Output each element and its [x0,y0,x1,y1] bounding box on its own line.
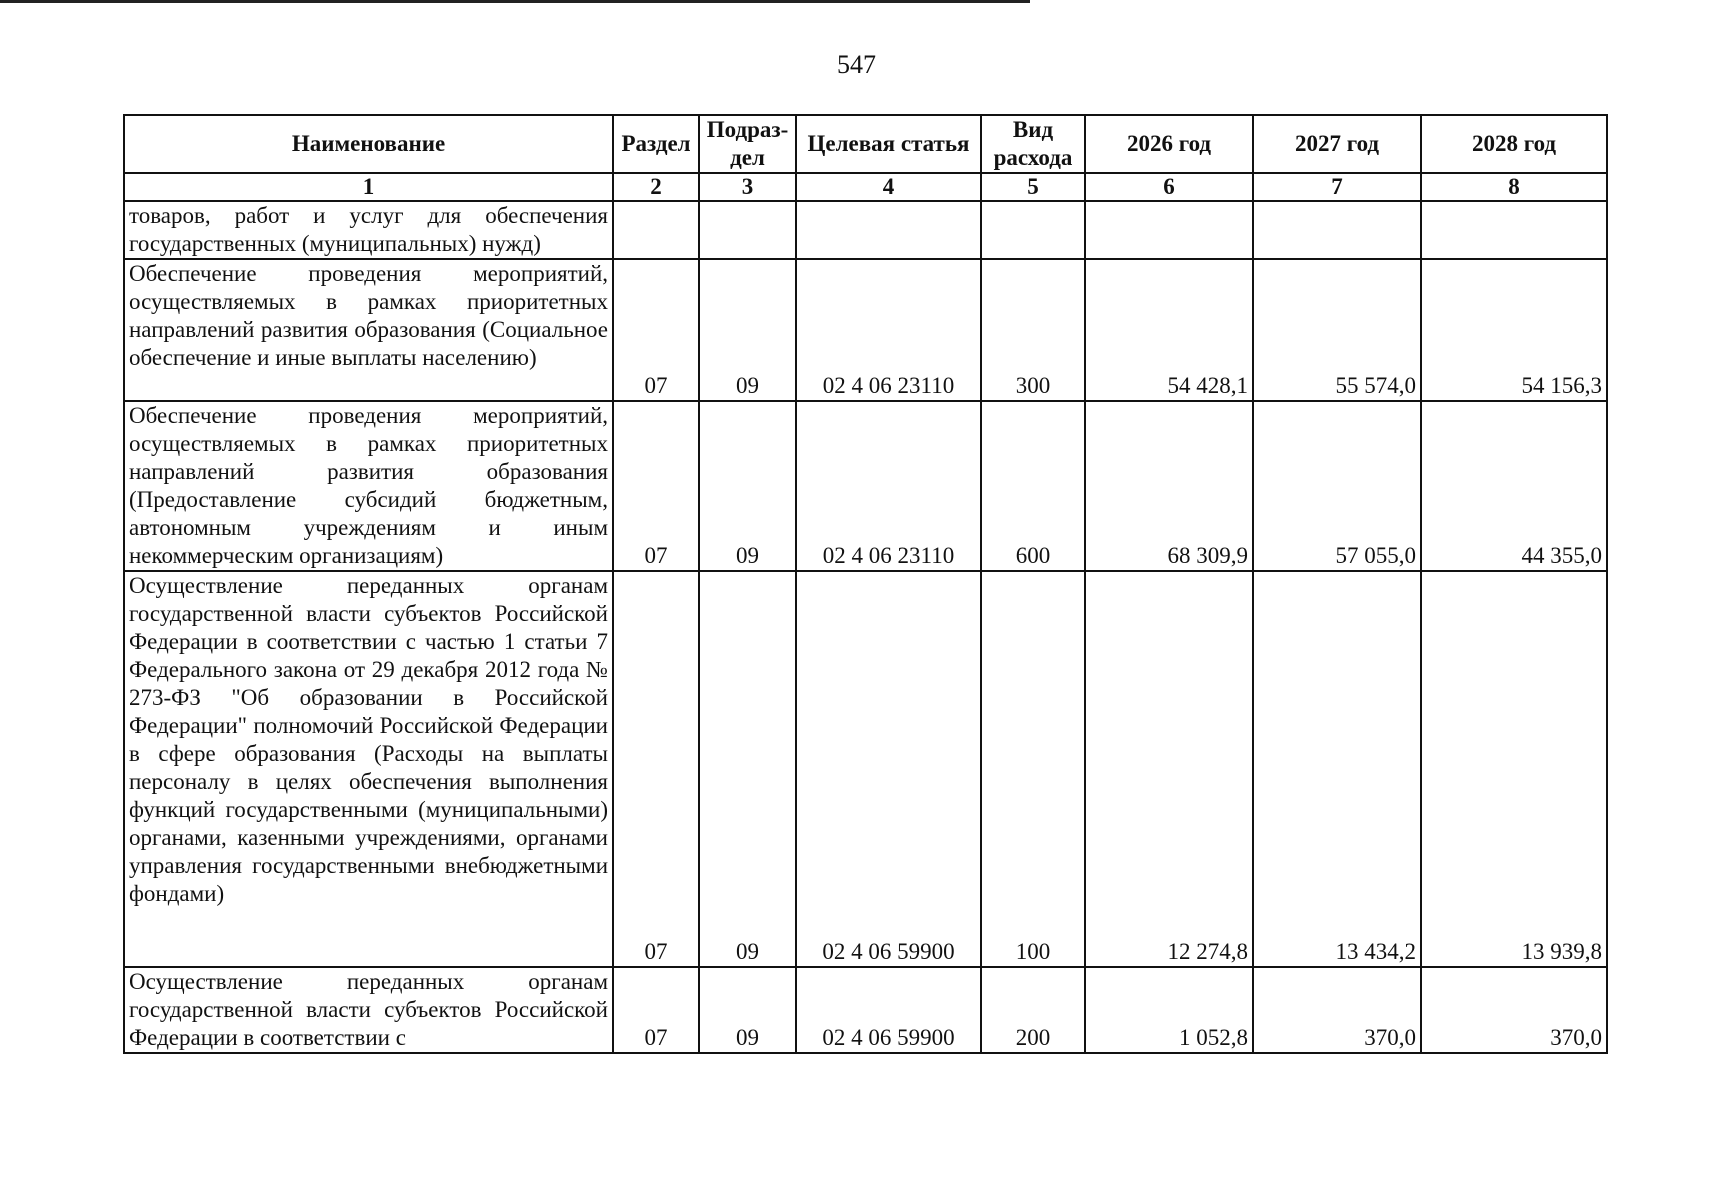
column-number: 8 [1421,173,1607,201]
table-row [124,571,1607,967]
header-target: Целевая статья [796,115,981,173]
row-target: 02 4 06 23110 [796,259,981,401]
table-row [124,967,1607,1053]
row-subsection: 09 [699,571,796,967]
column-number: 6 [1085,173,1253,201]
column-number: 4 [796,173,981,201]
row-subsection: 09 [699,401,796,571]
row-name: Обеспечение проведения мероприятий, осуществляемых в рамках приоритетных направлений развития образования (Социальное обеспечение и иные выплаты населению) [124,259,613,401]
column-number: 3 [699,173,796,201]
row-target [796,201,981,259]
row-2028: 13 939,8 [1421,571,1607,967]
column-number: 2 [613,173,699,201]
header-2026: 2026 год [1085,115,1253,173]
row-section: 07 [613,259,699,401]
row-section: 07 [613,967,699,1053]
row-2027 [1253,201,1421,259]
row-2027: 370,0 [1253,967,1421,1053]
column-number: 5 [981,173,1085,201]
row-2028: 44 355,0 [1421,401,1607,571]
table-row [124,259,1607,401]
row-2026: 12 274,8 [1085,571,1253,967]
header-name: Наименование [124,115,613,173]
column-number: 1 [124,173,613,201]
page-number: 547 [837,50,876,79]
header-2027: 2027 год [1253,115,1421,173]
row-target: 02 4 06 59900 [796,967,981,1053]
row-subsection: 09 [699,259,796,401]
row-2027: 13 434,2 [1253,571,1421,967]
column-number-row [124,173,1607,201]
row-section: 07 [613,571,699,967]
row-section [613,201,699,259]
budget-table [123,114,1608,1054]
table-row [124,401,1607,571]
row-name: Осуществление переданных органам государственной власти субъектов Российской Федерации в соответствии с [124,967,613,1053]
header-expense-type: Вид расхода [981,115,1085,173]
row-2028: 370,0 [1421,967,1607,1053]
row-target: 02 4 06 59900 [796,571,981,967]
row-target: 02 4 06 23110 [796,401,981,571]
row-2026: 68 309,9 [1085,401,1253,571]
row-expense-type: 600 [981,401,1085,571]
row-expense-type: 100 [981,571,1085,967]
row-name: Обеспечение проведения мероприятий, осуществляемых в рамках приоритетных направлений развития образования (Предоставление субсидий бюджетным, автономным учреждениям и иным некоммерческим организациям) [124,401,613,571]
header-subsection: Подраз-дел [699,115,796,173]
row-name: Осуществление переданных органам государственной власти субъектов Российской Федерации в соответствии с частью 1 статьи 7 Федерального закона от 29 декабря 2012 года № 273-ФЗ "Об образовании в Российской Федерации" полномочий Российской Федерации в сфере образования (Расходы на выплаты персоналу в целях обеспечения выполнения функций государственными (муниципальными) органами, казенными учреждениями, органами управления государственными внебюджетными фондами) [124,571,613,967]
row-subsection: 09 [699,967,796,1053]
header-2028: 2028 год [1421,115,1607,173]
row-expense-type: 200 [981,967,1085,1053]
row-2026 [1085,201,1253,259]
row-expense-type [981,201,1085,259]
column-number: 7 [1253,173,1421,201]
row-2028: 54 156,3 [1421,259,1607,401]
row-2026: 1 052,8 [1085,967,1253,1053]
top-rule [0,0,1030,3]
row-2027: 55 574,0 [1253,259,1421,401]
row-section: 07 [613,401,699,571]
header-section: Раздел [613,115,699,173]
row-expense-type: 300 [981,259,1085,401]
row-2026: 54 428,1 [1085,259,1253,401]
row-name: товаров, работ и услуг для обеспечения государственных (муниципальных) нужд) [124,201,613,259]
header-row [124,115,1607,173]
row-2028 [1421,201,1607,259]
table-row [124,201,1607,259]
row-subsection [699,201,796,259]
row-2027: 57 055,0 [1253,401,1421,571]
